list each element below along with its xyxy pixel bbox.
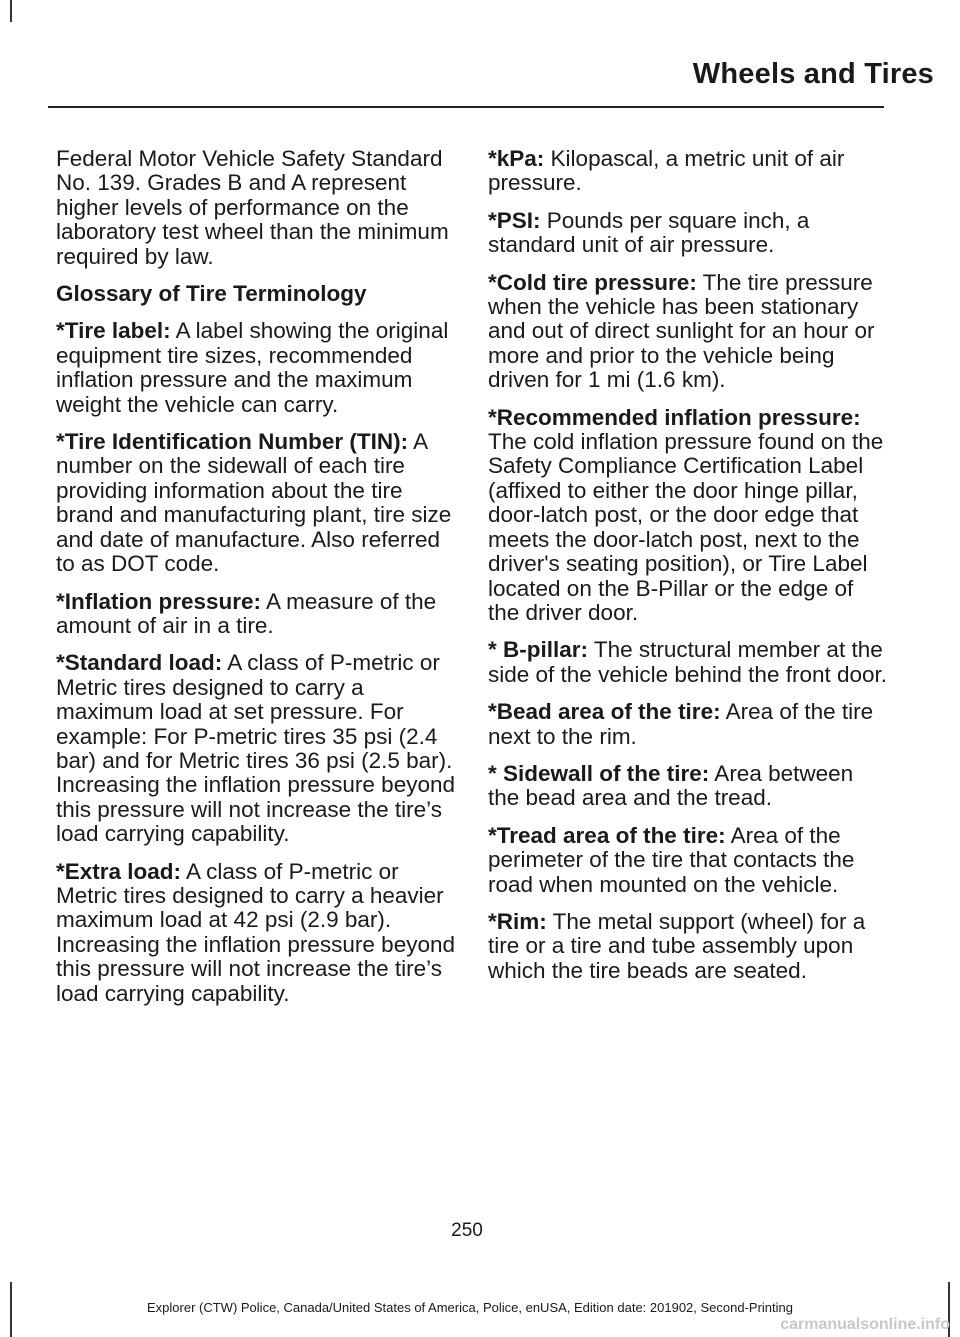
glossary-term: *PSI: bbox=[488, 207, 541, 233]
glossary-entry bbox=[488, 209, 888, 258]
glossary-entry bbox=[56, 651, 456, 846]
glossary-term: *Tread area of the tire: bbox=[488, 822, 726, 848]
glossary-definition: A class of P-metric or Metric tires designed to carry a heavier maximum load at 42 psi (2.9 bar). Increasing the inflation pressure beyond this pressure will not increase the tire’s load carrying capability. bbox=[56, 858, 456, 1006]
glossary-definition: A class of P-metric or Metric tires designed to carry a maximum load at set pressure. For example: For P-metric tires 35 psi (2.4 bar) and for Metric tires 36 psi (2.5 bar). Increasing the inflation pressure beyond this pressure will not increase the tire’s load carrying capability. bbox=[56, 650, 456, 847]
glossary-term: * Sidewall of the tire: bbox=[488, 760, 710, 786]
glossary-definition: Area of the perimeter of the tire that contacts the road when mounted on the vehicle. bbox=[488, 822, 855, 897]
glossary-term: *Cold tire pressure: bbox=[488, 269, 697, 295]
glossary-entry bbox=[488, 762, 888, 811]
glossary-definition: Area between the bead area and the tread. bbox=[488, 760, 854, 811]
glossary-definition: Area of the tire next to the rim. bbox=[488, 699, 874, 749]
glossary-term: *Tire label: bbox=[56, 318, 171, 344]
glossary-definition: The tire pressure when the vehicle has been stationary and out of direct sunlight for an hour or more and prior to the vehicle being driven for 1 mi (1.6 km). bbox=[488, 269, 875, 393]
glossary-term: *Inflation pressure: bbox=[56, 588, 262, 614]
glossary-term: * B-pillar: bbox=[488, 637, 589, 663]
glossary-term: *kPa: bbox=[488, 146, 545, 171]
crop-mark-top-left bbox=[10, 0, 12, 22]
glossary-entry bbox=[488, 638, 888, 687]
left-column bbox=[56, 147, 456, 1019]
glossary-definition: The structural member at the side of the vehicle behind the front door. bbox=[488, 637, 888, 687]
glossary-entry bbox=[488, 147, 888, 196]
footer-edition-info: Explorer (CTW) Police, Canada/United States of America, Police, enUSA, Edition date: 201902, Second-Printing bbox=[147, 1300, 793, 1315]
glossary-entry bbox=[56, 860, 456, 1006]
glossary-definition: A number on the sidewall of each tire providing information about the tire brand and manufacturing plant, tire size and date of manufacture. Also referred to as DOT code. bbox=[56, 429, 452, 577]
watermark: carmanualsonline.info bbox=[780, 1316, 950, 1333]
glossary-definition: Kilopascal, a metric unit of air pressure. bbox=[488, 146, 845, 196]
glossary-definition: The metal support (wheel) for a tire or a tire and tube assembly upon which the tire beads are seated. bbox=[488, 908, 866, 983]
glossary-entry bbox=[488, 406, 888, 626]
glossary-term: *Rim: bbox=[488, 908, 547, 934]
glossary-definition: A label showing the original equipment tire sizes, recommended inflation pressure and the maximum weight the vehicle can carry. bbox=[56, 318, 449, 417]
glossary-entry bbox=[56, 430, 456, 576]
glossary-term: *Standard load: bbox=[56, 650, 223, 676]
header-divider bbox=[48, 106, 884, 108]
glossary-definition: A measure of the amount of air in a tire. bbox=[56, 588, 437, 638]
glossary-entry bbox=[488, 700, 888, 749]
intro-paragraph: Federal Motor Vehicle Safety Standard No. 139. Grades B and A represent higher levels of performance on the laboratory test wheel than the minimum required by law. bbox=[56, 146, 449, 269]
page-number: 250 bbox=[451, 1220, 483, 1241]
glossary-term: *Extra load: bbox=[56, 858, 182, 884]
glossary-entry bbox=[488, 824, 888, 897]
glossary-term: *Recommended inflation pressure: bbox=[488, 404, 861, 430]
page-title: Wheels and Tires bbox=[692, 58, 934, 90]
right-column bbox=[488, 147, 888, 996]
glossary-entry bbox=[56, 590, 456, 639]
glossary-entry bbox=[488, 910, 888, 983]
glossary-definition: Pounds per square inch, a standard unit of air pressure. bbox=[488, 207, 810, 258]
glossary-term: *Bead area of the tire: bbox=[488, 699, 721, 725]
glossary-term: *Tire Identification Number (TIN): bbox=[56, 429, 409, 455]
glossary-heading: Glossary of Tire Terminology bbox=[56, 281, 367, 307]
glossary-entry bbox=[488, 271, 888, 393]
glossary-definition: The cold inflation pressure found on the Safety Compliance Certification Label (affixed to either the door hinge pillar, door-latch post, or the door edge that meets the door-latch post, next to the driver's seating position), or Tire Label located on the B-Pillar or the edge of the driver door. bbox=[488, 429, 884, 625]
glossary-entry bbox=[56, 319, 456, 417]
